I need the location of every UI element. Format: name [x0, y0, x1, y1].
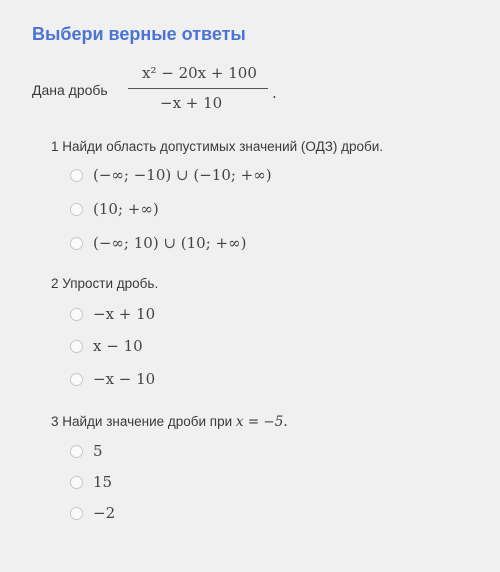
radio-button[interactable] — [70, 308, 83, 321]
radio-button[interactable] — [70, 507, 83, 520]
radio-button[interactable] — [70, 373, 83, 386]
q2-option-3[interactable] — [70, 368, 155, 390]
given-fraction-block — [32, 62, 332, 118]
option-label: (−∞; 10) ∪ (10; +∞) — [93, 234, 247, 252]
radio-button[interactable] — [70, 237, 83, 250]
question-1-text: 1 Найди область допустимых значений (ОДЗ) дроби. — [51, 139, 384, 154]
option-label: x − 10 — [93, 337, 143, 355]
q3-option-1[interactable] — [70, 440, 103, 462]
question-2-text: 2 Упрости дробь. — [51, 276, 159, 291]
radio-button[interactable] — [70, 445, 83, 458]
fraction — [128, 62, 278, 118]
question-3-text — [51, 414, 288, 430]
q2-option-1[interactable] — [70, 303, 155, 325]
fraction-denominator: −x + 10 — [160, 94, 223, 112]
option-label: 15 — [93, 473, 113, 491]
given-label: Дана дробь — [32, 82, 108, 98]
q3-option-3[interactable] — [70, 502, 115, 524]
option-label: (−∞; −10) ∪ (−10; +∞) — [93, 166, 272, 184]
radio-button[interactable] — [70, 340, 83, 353]
radio-button[interactable] — [70, 476, 83, 489]
q2-option-2[interactable] — [70, 335, 143, 357]
q1-option-2[interactable] — [70, 198, 159, 220]
fraction-end-dot: . — [272, 84, 277, 102]
question-3-math: x = −5. — [235, 414, 288, 430]
fraction-bar — [128, 88, 268, 89]
option-label: (10; +∞) — [93, 200, 159, 218]
q1-option-3[interactable] — [70, 232, 246, 254]
radio-button[interactable] — [70, 169, 83, 182]
page-title: Выбери верные ответы — [32, 24, 246, 44]
option-label: −x − 10 — [93, 370, 156, 388]
question-3-prefix: 3 Найди значение дроби при — [51, 414, 236, 429]
option-label: 5 — [93, 442, 103, 460]
q1-option-1[interactable] — [70, 164, 272, 186]
option-label: −2 — [93, 504, 116, 522]
fraction-numerator: x² − 20x + 100 — [142, 64, 257, 82]
q3-option-2[interactable] — [70, 471, 112, 493]
radio-button[interactable] — [70, 203, 83, 216]
option-label: −x + 10 — [93, 305, 156, 323]
